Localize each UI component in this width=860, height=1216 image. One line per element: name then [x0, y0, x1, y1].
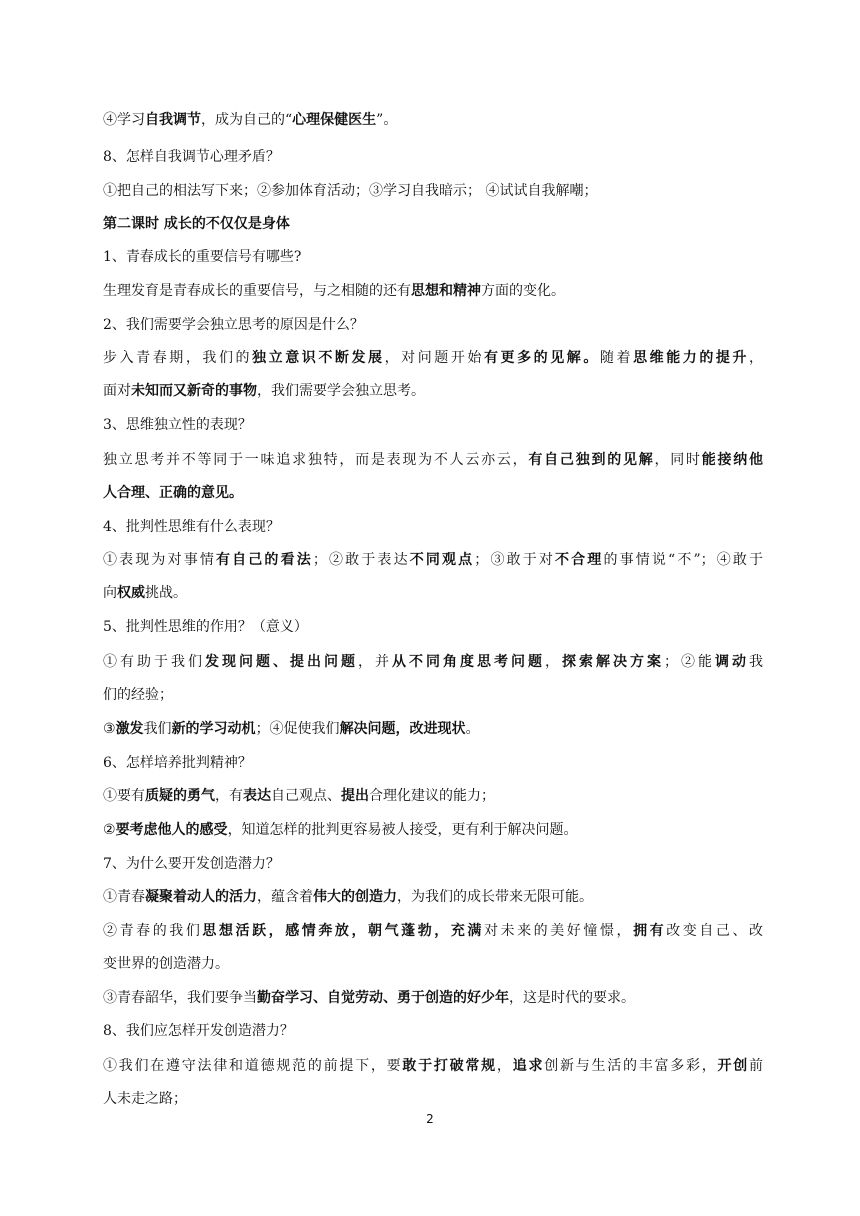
- text-segment: ①有助于我们: [103, 654, 205, 670]
- text-segment: 创新与生活的丰富多彩，: [544, 1058, 718, 1074]
- text-segment: ，同时: [654, 452, 702, 468]
- text-segment: ”。: [376, 112, 398, 128]
- text-segment: 们的经验；: [103, 687, 173, 703]
- bold-text: 调动: [715, 654, 749, 670]
- text-line: [103, 315, 763, 335]
- bold-text: 伟大的创造力: [313, 889, 397, 905]
- bold-text: 凝聚着动人的活力: [145, 889, 257, 905]
- text-segment: ，有: [215, 788, 243, 804]
- text-line: [103, 921, 763, 941]
- text-line: [103, 181, 763, 201]
- text-segment: 独立思考并不等同于一味追求独特，而是表现为不人云亦云，: [103, 452, 529, 468]
- bold-text: 有自己独到的见解: [528, 452, 655, 468]
- text-line: [103, 617, 763, 637]
- bold-text: 表达: [243, 788, 271, 804]
- text-segment: ，: [749, 350, 764, 366]
- bold-text: 不同观点: [409, 552, 475, 568]
- bold-text: 思维能力的提升: [633, 350, 750, 366]
- text-segment: ，对问题开始: [384, 350, 484, 366]
- text-segment: 1、青春成长的重要信号有哪些?: [103, 249, 302, 265]
- bold-text: 有自己的看法: [216, 552, 313, 568]
- text-segment: 我: [749, 654, 763, 670]
- text-line: [103, 147, 763, 167]
- bold-text: 能接纳他: [701, 452, 764, 468]
- bold-text: 提出: [341, 788, 369, 804]
- bold-text: 不合理: [555, 552, 604, 568]
- text-line: [103, 786, 763, 806]
- text-line: [103, 550, 763, 570]
- text-segment: 6、怎样培养批判精神？: [103, 755, 252, 771]
- bold-text: 要考虑他人的感受: [115, 822, 228, 838]
- text-segment: ，成为自己的“: [201, 112, 293, 128]
- bold-text: 拥有: [633, 923, 667, 939]
- bold-text: 质疑的勇气: [145, 788, 215, 804]
- text-segment: 5、批判性思维的作用？（意义）: [103, 619, 308, 635]
- text-segment: ，知道怎样的批判更容易被人接受，更有利于解决问题。: [227, 822, 578, 838]
- bold-text: 权威: [117, 585, 145, 601]
- text-segment: ③: [103, 721, 116, 737]
- bold-text: 敢于打破常规: [402, 1058, 497, 1074]
- text-segment: 随着: [599, 350, 634, 366]
- text-segment: 的事情说“不”；④敢于: [603, 552, 764, 568]
- bold-text: 开创: [717, 1058, 750, 1074]
- text-segment: ①把自己的相法写下来；②参加体育活动；③学习自我暗示； ④试试自我解嘲；: [103, 183, 598, 199]
- text-segment: ，这是时代的要求。: [509, 990, 635, 1006]
- text-line: [103, 583, 763, 603]
- text-segment: 方面的变化。: [481, 283, 565, 299]
- text-segment: 。: [465, 721, 480, 737]
- bold-text: 从不同角度思考问题: [392, 654, 545, 670]
- text-segment: ；②敢于表达: [312, 552, 410, 568]
- text-segment: ①要有: [103, 788, 145, 804]
- text-segment: 8、怎样自我调节心理矛盾？: [103, 149, 280, 165]
- text-segment: ；④促使我们: [255, 721, 340, 737]
- text-segment: ①青春: [103, 889, 145, 905]
- text-segment: 变世界的创造潜力。: [103, 956, 229, 972]
- bold-text: 自我调节: [145, 112, 201, 128]
- text-segment: ；③敢于对: [474, 552, 556, 568]
- bold-text: 心理保健医生: [292, 112, 377, 128]
- text-segment: 4、批判性思维有什么表现？: [103, 519, 280, 535]
- text-segment: ，: [496, 1058, 513, 1074]
- text-segment: 8、我们应怎样开发创造潜力？: [103, 1023, 294, 1039]
- text-segment: 前: [749, 1058, 764, 1074]
- bold-text: 探索解决方案: [562, 654, 664, 670]
- text-line: [103, 820, 763, 840]
- section-heading: [103, 214, 763, 234]
- text-segment: 自己观点、: [271, 788, 341, 804]
- text-segment: 3、思维独立性的表现？: [103, 417, 252, 433]
- text-segment: ；②能: [664, 654, 715, 670]
- text-segment: 改变自己、改: [666, 923, 764, 939]
- text-line: [103, 954, 763, 974]
- text-line: [103, 247, 763, 267]
- text-line: [103, 110, 763, 130]
- text-segment: ，: [545, 654, 562, 670]
- page-number: 2: [426, 1112, 434, 1126]
- text-segment: ②青春的我们: [103, 923, 203, 939]
- text-line: [103, 1089, 763, 1109]
- text-segment: 2、我们需要学会独立思考的原因是什么？: [103, 317, 364, 333]
- text-segment: ④学习: [103, 112, 145, 128]
- text-line: [103, 719, 763, 739]
- text-segment: ，为我们的成长带来无限可能。: [397, 889, 593, 905]
- text-segment: 我们: [143, 721, 172, 737]
- bold-text: 新的学习动机: [171, 721, 256, 737]
- text-segment: ①我们在遵守法律和道德规范的前提下，要: [103, 1058, 403, 1074]
- bold-text: 解决问题，改进现状: [339, 721, 466, 737]
- text-line: [103, 1021, 763, 1041]
- text-segment: 挑战。: [145, 585, 187, 601]
- bold-text: 有更多的见解。: [483, 350, 600, 366]
- bold-text: 思想和精神: [411, 283, 481, 299]
- text-segment: 人未走之路；: [103, 1091, 187, 1107]
- text-segment: ②: [103, 822, 116, 838]
- text-segment: 合理化建议的能力；: [369, 788, 495, 804]
- text-segment: 生理发育是青春成长的重要信号，与之相随的还有: [103, 283, 411, 299]
- text-segment: ，我们需要学会独立思考。: [257, 383, 425, 399]
- bold-text: 发现问题、提出问题: [205, 654, 358, 670]
- text-line: [103, 517, 763, 537]
- text-line: [103, 652, 763, 672]
- text-segment: 面对: [103, 383, 131, 399]
- text-line: [103, 1056, 763, 1076]
- bold-text: 思想活跃，感情奔放，朝气蓬勃，充满: [202, 923, 484, 939]
- text-line: [103, 348, 763, 368]
- text-segment: ，蕴含着: [257, 889, 313, 905]
- text-line: [103, 854, 763, 874]
- text-line: [103, 483, 763, 503]
- text-segment: ①表现为对事情: [103, 552, 216, 568]
- text-segment: 7、为什么要开发创造潜力？: [103, 856, 280, 872]
- text-line: [103, 281, 763, 301]
- bold-text: 人合理、正确的意见。: [103, 485, 243, 501]
- bold-text: 激发: [115, 721, 144, 737]
- bold-text: 追求: [512, 1058, 545, 1074]
- text-segment: 对未来的美好憧憬，: [483, 923, 634, 939]
- text-line: [103, 450, 763, 470]
- text-segment: ，并: [358, 654, 392, 670]
- text-segment: ③青春韶华，我们要争当: [103, 990, 257, 1006]
- bold-text: 独立意识不断发展: [252, 350, 385, 366]
- text-line: [103, 887, 763, 907]
- text-segment: 向: [103, 585, 117, 601]
- text-line: [103, 381, 763, 401]
- bold-text: 未知而又新奇的事物: [131, 383, 257, 399]
- text-line: [103, 415, 763, 435]
- bold-text: 勤奋学习、自觉劳动、勇于创造的好少年: [257, 990, 509, 1006]
- text-line: [103, 988, 763, 1008]
- text-line: [103, 753, 763, 773]
- text-line: [103, 685, 763, 705]
- bold-text: 第二课时 成长的不仅仅是身体: [103, 216, 290, 232]
- text-segment: 步入青春期，我们的: [103, 350, 253, 366]
